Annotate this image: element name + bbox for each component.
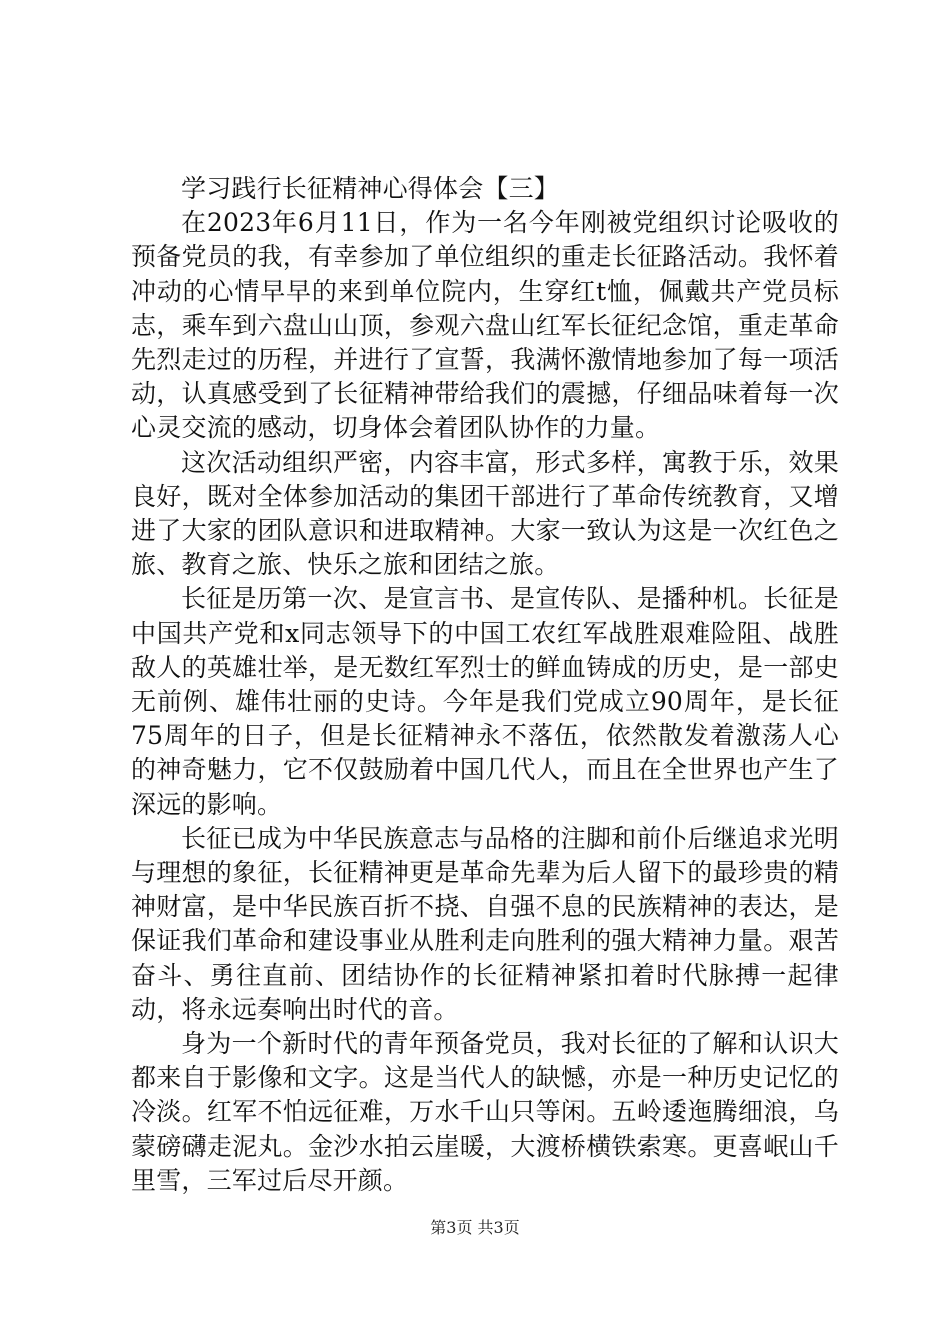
paragraph: 长征是历第一次、是宣言书、是宣传队、是播种机。长征是中国共产党和x同志领导下的中国工农红军战胜艰难险阻、战胜敌人的英雄壮举，是无数红军烈士的鲜血铸成的历史，是一部史无前例、雄伟壮丽的史诗。今年是我们党成立90周年，是长征75周年的日子，但是长征精神永不落伍，依然散发着激荡人心的神奇魅力，它不仅鼓励着中国几代人，而且在全世界也产生了深远的影响。 <box>131 584 839 819</box>
paragraph: 这次活动组织严密，内容丰富，形式多样，寓教于乐，效果良好，既对全体参加活动的集团干部进行了革命传统教育，又增进了大家的团队意识和进取精神。大家一致认为这是一次红色之旅、教育之旅、快乐之旅和团结之旅。 <box>131 447 839 580</box>
paragraph: 身为一个新时代的青年预备党员，我对长征的了解和认识大都来自于影像和文字。这是当代人的缺憾，亦是一种历史记忆的冷淡。红军不怕远征难，万水千山只等闲。五岭逶迤腾细浪，乌蒙磅礴走泥丸。金沙水拍云崖暖，大渡桥横铁索寒。更喜岷山千里雪，三军过后尽开颜。 <box>131 1029 839 1195</box>
paragraph: 在2023年6月11日，作为一名今年刚被党组织讨论吸收的预备党员的我，有幸参加了单位组织的重走长征路活动。我怀着冲动的心情早早的来到单位院内，生穿红t恤，佩戴共产党员标志，乘车到六盘山山顶，参观六盘山红军长征纪念馆，重走革命先烈走过的历程，并进行了宣誓，我满怀激情地参加了每一项活动，认真感受到了长征精神带给我们的震撼，仔细品味着每一次心灵交流的感动，切身体会着团队协作的力量。 <box>131 208 839 443</box>
document-title: 学习践行长征精神心得体会【三】 <box>181 174 560 203</box>
page-footer: 第3页 共3页 <box>430 1218 520 1237</box>
document-body <box>131 172 839 1198</box>
paragraph: 长征已成为中华民族意志与品格的注脚和前仆后继追求光明与理想的象征，长征精神更是革命先辈为后人留下的最珍贵的精神财富，是中华民族百折不挠、自强不息的民族精神的表达，是保证我们革命和建设事业从胜利走向胜利的强大精神力量。艰苦奋斗、勇往直前、团结协作的长征精神紧扣着时代脉搏一起律动，将永远奏响出时代的音。 <box>131 823 839 1024</box>
